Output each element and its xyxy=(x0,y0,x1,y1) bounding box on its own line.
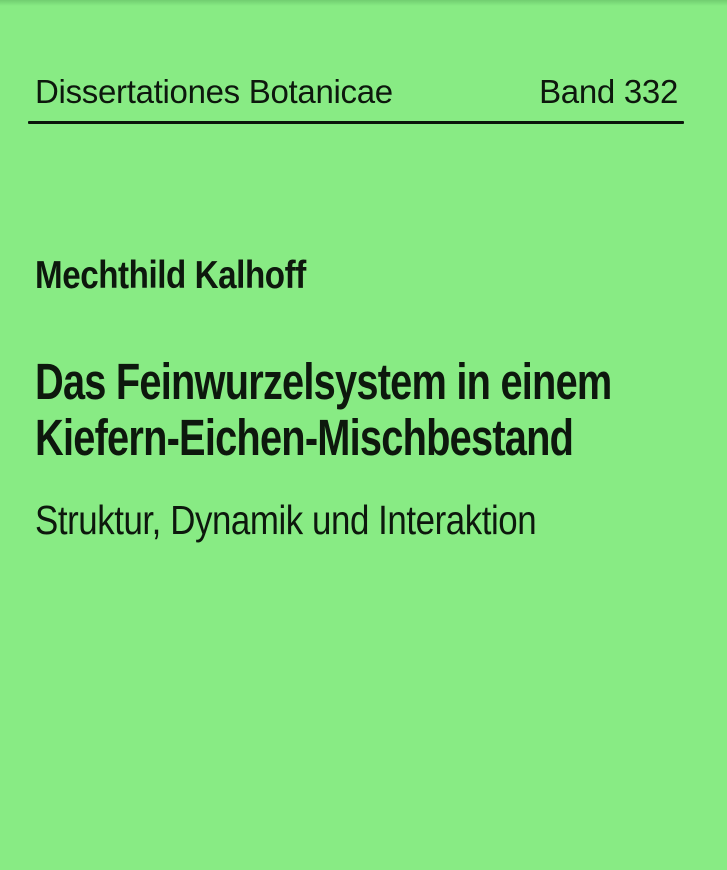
scan-top-edge-artifact xyxy=(0,0,727,6)
book-title-line-1: Das Feinwurzelsystem in einem xyxy=(35,353,612,410)
author-name: Mechthild Kalhoff xyxy=(35,254,306,297)
header-divider xyxy=(28,121,684,124)
book-subtitle: Struktur, Dynamik und Interaktion xyxy=(35,497,537,543)
series-header xyxy=(35,75,678,108)
book-title-line-2: Kiefern-Eichen-Mischbestand xyxy=(35,409,574,466)
series-title: Dissertationes Botanicae xyxy=(35,73,393,110)
volume-number: Band 332 xyxy=(539,73,678,110)
book-title xyxy=(35,354,612,466)
